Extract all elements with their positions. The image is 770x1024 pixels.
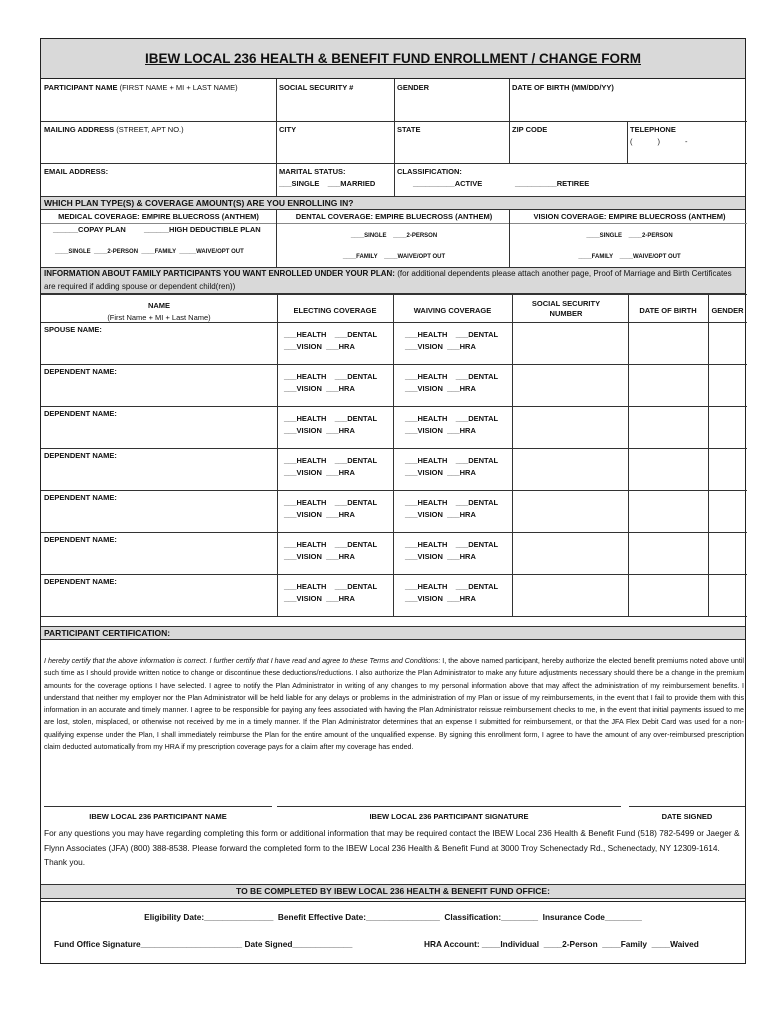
- waiving-coverage-options[interactable]: ___VISION ___HRA: [405, 426, 476, 435]
- family-section-title: INFORMATION ABOUT FAMILY PARTICIPANTS YOU WANT ENROLLED UNDER YOUR PLAN:: [44, 269, 395, 278]
- electing-coverage-options[interactable]: ___VISION ___HRA: [284, 384, 355, 393]
- waiving-coverage-options[interactable]: ___HEALTH ___DENTAL: [405, 414, 499, 423]
- electing-coverage-options[interactable]: ___VISION ___HRA: [284, 342, 355, 351]
- participant-name-field[interactable]: [44, 83, 274, 93]
- office-section-title: TO BE COMPLETED BY IBEW LOCAL 236 HEALTH & BENEFIT FUND OFFICE:: [236, 886, 550, 896]
- waiving-coverage-options[interactable]: ___HEALTH ___DENTAL: [405, 330, 499, 339]
- telephone-format: ( ) -: [630, 137, 688, 146]
- family-member-label: SPOUSE NAME:: [44, 325, 102, 334]
- electing-coverage-options[interactable]: ___HEALTH ___DENTAL: [284, 582, 378, 591]
- col-electing: ELECTING COVERAGE: [293, 306, 377, 315]
- divider: [41, 294, 747, 295]
- plan-section-title: WHICH PLAN TYPE(S) & COVERAGE AMOUNT(S) ARE YOU ENROLLING IN?: [44, 198, 354, 208]
- participant-name-signature-field[interactable]: IBEW LOCAL 236 PARTICIPANT NAME: [89, 812, 227, 821]
- mailing-address-field[interactable]: [44, 125, 274, 135]
- participant-name-label: PARTICIPANT NAME: [44, 83, 118, 92]
- date-signed-field[interactable]: DATE SIGNED: [661, 812, 713, 821]
- family-member-label: DEPENDENT NAME:: [44, 409, 117, 418]
- state-field[interactable]: STATE: [397, 125, 421, 134]
- divider: [509, 79, 510, 163]
- divider: [628, 294, 629, 616]
- dob-field[interactable]: DATE OF BIRTH (MM/DD/YY): [512, 83, 614, 92]
- divider: [277, 294, 278, 616]
- table-row[interactable]: [41, 322, 747, 364]
- contact-info: For any questions you may have regarding completing this form or additional information that may be required contact the IBEW Local 236 Health & Benefit Fund (518) 782-5499 or Jaeger & Flynn Associates (JFA) (800) 388-8538. Please forward the completed form to the IBEW Local 236 Health & Benefit Fund at 3000 Troy Schenectady Rd., Schenectady, NY 12309-1614. Thank you.: [44, 828, 740, 867]
- office-line-eligibility[interactable]: Eligibility Date:_______________ Benefit Effective Date:________________ Classification:________ Insurance Code________: [144, 912, 642, 922]
- waiving-coverage-options[interactable]: ___VISION ___HRA: [405, 468, 476, 477]
- vision-options-row2[interactable]: ____FAMILY ____WAIVE/OPT OUT: [578, 254, 681, 260]
- office-line-hra-account[interactable]: HRA Account: ____Individual ____2-Person ____Family ____Waived: [424, 939, 699, 949]
- col-waiving: WAIVING COVERAGE: [413, 306, 492, 315]
- col-ssn: SOCIAL SECURITY NUMBER: [531, 299, 601, 318]
- telephone-field[interactable]: TELEPHONE: [630, 125, 676, 134]
- table-row[interactable]: [41, 364, 747, 406]
- certification-intro: I hereby certify that the above information is correct. I further certify that I have read and agree to these Terms and Conditions:: [44, 657, 441, 665]
- divider: [509, 210, 510, 267]
- divider: [393, 294, 394, 616]
- certification-title: PARTICIPANT CERTIFICATION:: [44, 628, 171, 638]
- col-dob: DATE OF BIRTH: [639, 306, 697, 315]
- table-row[interactable]: [41, 490, 747, 532]
- divider: [41, 616, 747, 617]
- zip-field[interactable]: ZIP CODE: [512, 125, 548, 134]
- electing-coverage-options[interactable]: ___VISION ___HRA: [284, 552, 355, 561]
- medical-tier-options[interactable]: ____SINGLE ____2-PERSON ____FAMILY _____WAIVE/OPT OUT: [55, 249, 244, 255]
- office-section-header: [41, 884, 745, 899]
- vision-options-row1[interactable]: ____SINGLE ____2-PERSON: [586, 233, 673, 239]
- electing-coverage-options[interactable]: ___HEALTH ___DENTAL: [284, 414, 378, 423]
- electing-coverage-options[interactable]: ___VISION ___HRA: [284, 426, 355, 435]
- family-member-label: DEPENDENT NAME:: [44, 367, 117, 376]
- form-title: IBEW LOCAL 236 HEALTH & BENEFIT FUND ENROLLMENT / CHANGE FORM: [41, 39, 745, 79]
- col-name: NAME: [147, 301, 171, 310]
- marital-status-label: MARITAL STATUS:: [279, 167, 346, 176]
- table-row[interactable]: [41, 448, 747, 490]
- certification-header: [41, 626, 745, 640]
- col-name-hint: (First Name + MI + Last Name): [107, 313, 211, 322]
- electing-coverage-options[interactable]: ___HEALTH ___DENTAL: [284, 498, 378, 507]
- family-member-label: DEPENDENT NAME:: [44, 577, 117, 586]
- table-row[interactable]: [41, 406, 747, 448]
- enrollment-form: [40, 38, 746, 902]
- waiving-coverage-options[interactable]: ___HEALTH ___DENTAL: [405, 456, 499, 465]
- divider: [627, 121, 628, 163]
- table-row[interactable]: [41, 532, 747, 574]
- family-member-label: DEPENDENT NAME:: [44, 493, 117, 502]
- family-member-label: DEPENDENT NAME:: [44, 451, 117, 460]
- waiving-coverage-options[interactable]: ___HEALTH ___DENTAL: [405, 582, 499, 591]
- family-section-header: [41, 267, 745, 294]
- waiving-coverage-options[interactable]: ___VISION ___HRA: [405, 510, 476, 519]
- divider: [276, 210, 277, 267]
- waiving-coverage-options[interactable]: ___VISION ___HRA: [405, 342, 476, 351]
- vision-coverage-title: VISION COVERAGE: EMPIRE BLUECROSS (ANTHEM): [533, 212, 726, 221]
- divider: [276, 79, 277, 196]
- waiving-coverage-options[interactable]: ___HEALTH ___DENTAL: [405, 540, 499, 549]
- mailing-address-hint: (STREET, APT NO.): [116, 125, 184, 134]
- marital-status-options[interactable]: ___SINGLE ___MARRIED: [279, 179, 376, 188]
- divider: [512, 294, 513, 616]
- plan-section-header: [41, 196, 745, 210]
- ssn-field[interactable]: SOCIAL SECURITY #: [279, 83, 354, 92]
- gender-field[interactable]: GENDER: [397, 83, 430, 92]
- electing-coverage-options[interactable]: ___HEALTH ___DENTAL: [284, 540, 378, 549]
- waiving-coverage-options[interactable]: ___HEALTH ___DENTAL: [405, 498, 499, 507]
- waiving-coverage-options[interactable]: ___VISION ___HRA: [405, 384, 476, 393]
- sig-line-signature: [277, 806, 621, 807]
- sig-line-name: [44, 806, 272, 807]
- waiving-coverage-options[interactable]: ___VISION ___HRA: [405, 552, 476, 561]
- family-member-label: DEPENDENT NAME:: [44, 535, 117, 544]
- electing-coverage-options[interactable]: ___HEALTH ___DENTAL: [284, 372, 378, 381]
- col-gender: GENDER: [711, 306, 744, 315]
- medical-copay-option[interactable]: ______COPAY PLAN: [53, 225, 126, 234]
- divider: [41, 223, 747, 224]
- certification-text: [44, 655, 744, 753]
- family-section-note: (for additional dependents please attach another page, Proof of Marriage and Birth Certificates are required if adding spouse or dependent child(ren)): [44, 269, 732, 291]
- medical-hdp-option[interactable]: ______HIGH DEDUCTIBLE PLAN: [144, 225, 261, 234]
- mailing-address-label: MAILING ADDRESS: [44, 125, 115, 134]
- dental-options-row2[interactable]: ____FAMILY ____WAIVE/OPT OUT: [342, 254, 446, 260]
- certification-body: I, the above named participant, hereby authorize the elected benefit premiums noted above until such time as I should provide written notice to change or discontinue these deductions/reductions. I also authorize the Plan Administrator to make any future adjustments necessary should there be a change in the premium amounts for the coverage options I have selected. I agree to notify the Plan Administrator in writing of any changes to my personal information above that may affect the administration of my reimbursement benefits. I understand that neither my employer nor the Plan Administrator will be held liable for any delays or problems in the administration of my Plan or issue of my reimbursements, in the event that I fail to provide them with this information in an accurate and timely manner. I agree to be responsible for paying any fees associated with having the Plan Administrator reissue reimbursement checks to me, in the event that initial payments issued to me are lost, stolen, misplaced, or otherwise not received by me in a timely manner. If the Plan Administrator determines that an expense I submitted for reimbursement, or that the JFA Flex Debit Card was used for a non-qualifying expense under the Plan, I shall immediately reimburse the Plan for the entire amount of the unqualified expense. By signing this enrollment form, I agree to have the amount of any over-reimbursed prescription claim deducted automatically from my HRA if my prescription coverage pays for a claim after my coverage has ended.: [44, 657, 744, 752]
- email-field[interactable]: EMAIL ADDRESS:: [44, 167, 109, 176]
- electing-coverage-options[interactable]: ___VISION ___HRA: [284, 510, 355, 519]
- electing-coverage-options[interactable]: ___HEALTH ___DENTAL: [284, 456, 378, 465]
- office-line-fund-signature[interactable]: Fund Office Signature______________________ Date Signed_____________: [54, 939, 353, 949]
- sig-line-date: [629, 806, 745, 807]
- city-field[interactable]: CITY: [279, 125, 297, 134]
- electing-coverage-options[interactable]: ___VISION ___HRA: [284, 468, 355, 477]
- table-row[interactable]: [41, 574, 747, 616]
- divider: [394, 79, 395, 196]
- classification-retiree[interactable]: __________RETIREE: [515, 179, 590, 188]
- classification-label: CLASSIFICATION:: [397, 167, 462, 176]
- family-section-text: [41, 268, 745, 293]
- divider: [708, 294, 709, 616]
- electing-coverage-options[interactable]: ___HEALTH ___DENTAL: [284, 330, 378, 339]
- classification-active[interactable]: __________ACTIVE: [413, 179, 483, 188]
- waiving-coverage-options[interactable]: ___VISION ___HRA: [405, 594, 476, 603]
- dental-options-row1[interactable]: ____SINGLE ____2-PERSON: [350, 233, 438, 239]
- dental-coverage-title: DENTAL COVERAGE: EMPIRE BLUECROSS (ANTHEM): [295, 212, 493, 221]
- electing-coverage-options[interactable]: ___VISION ___HRA: [284, 594, 355, 603]
- medical-coverage-title: MEDICAL COVERAGE: EMPIRE BLUECROSS (ANTHEM): [58, 212, 259, 221]
- participant-name-hint: (FIRST NAME + MI + LAST NAME): [119, 83, 238, 92]
- waiving-coverage-options[interactable]: ___HEALTH ___DENTAL: [405, 372, 499, 381]
- participant-signature-field[interactable]: IBEW LOCAL 236 PARTICIPANT SIGNATURE: [369, 812, 529, 821]
- office-section-frame: [40, 898, 746, 964]
